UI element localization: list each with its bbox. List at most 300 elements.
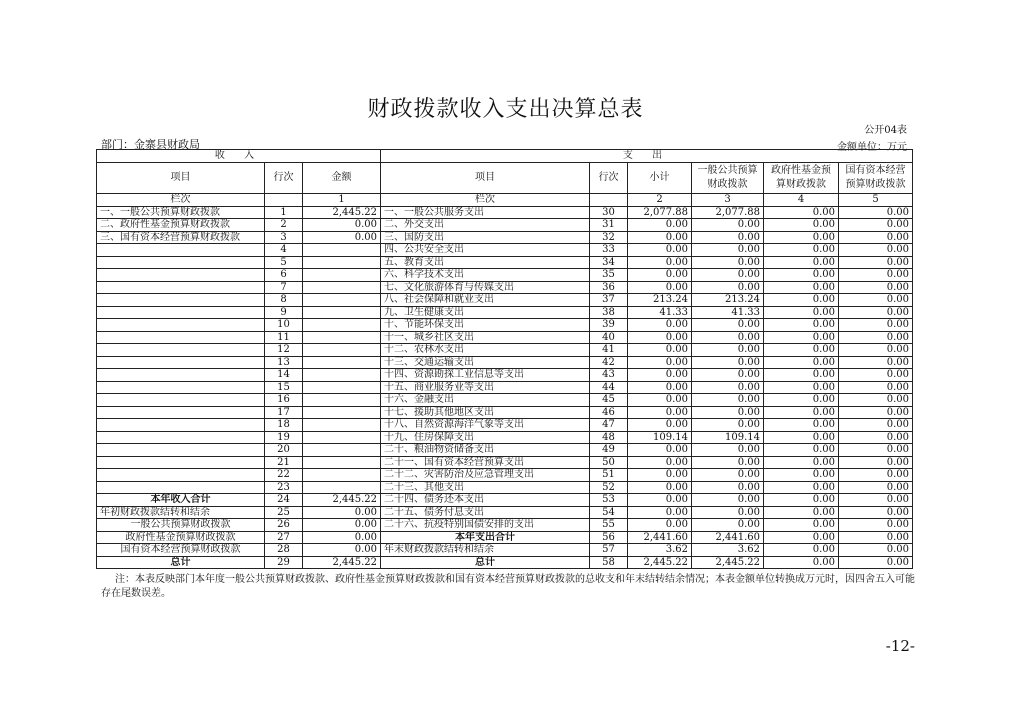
unit-label: 金额单位：万元 — [837, 142, 907, 153]
gov-fund-cell: 0.00 — [764, 519, 839, 532]
state-capital-cell: 0.00 — [839, 456, 913, 469]
subtotal-header: 小计 — [628, 163, 692, 194]
table-row — [97, 356, 913, 369]
gov-fund-cell: 0.00 — [764, 219, 839, 232]
general-budget-cell: 2,441.60 — [692, 531, 764, 544]
income-item-cell: 总计 — [97, 556, 265, 569]
income-amount-cell — [303, 381, 381, 394]
expense-rowno-cell: 39 — [590, 319, 628, 332]
column-index-label: 栏次 — [381, 194, 590, 207]
table-row — [97, 419, 913, 432]
general-budget-cell: 0.00 — [692, 281, 764, 294]
income-rowno-cell: 20 — [265, 444, 303, 457]
expense-rowno-cell: 46 — [590, 406, 628, 419]
income-rowno-cell: 28 — [265, 544, 303, 557]
income-amount-cell — [303, 394, 381, 407]
income-item-cell — [97, 444, 265, 457]
expense-item-cell: 二十一、国有资本经营预算支出 — [381, 456, 590, 469]
income-rowno-cell: 18 — [265, 419, 303, 432]
subtotal-cell: 2,445.22 — [628, 556, 692, 569]
state-capital-cell: 0.00 — [839, 519, 913, 532]
income-item-cell — [97, 244, 265, 257]
expense-item-cell: 十八、自然资源海洋气象等支出 — [381, 419, 590, 432]
expense-rowno-cell: 33 — [590, 244, 628, 257]
expense-item-cell: 十九、住房保障支出 — [381, 431, 590, 444]
income-rowno-cell: 8 — [265, 294, 303, 307]
expense-rowno-cell: 38 — [590, 306, 628, 319]
gov-fund-cell: 0.00 — [764, 206, 839, 219]
subtotal-cell: 0.00 — [628, 394, 692, 407]
income-amount-cell — [303, 269, 381, 282]
gov-fund-cell: 0.00 — [764, 344, 839, 357]
state-capital-cell: 0.00 — [839, 469, 913, 482]
gov-fund-cell: 0.00 — [764, 281, 839, 294]
subtotal-cell: 0.00 — [628, 319, 692, 332]
state-capital-cell: 0.00 — [839, 394, 913, 407]
income-item-cell — [97, 331, 265, 344]
page-number: -12- — [885, 637, 915, 655]
income-item-cell — [97, 431, 265, 444]
gov-fund-cell: 0.00 — [764, 456, 839, 469]
income-item-cell — [97, 319, 265, 332]
expense-item-cell: 十五、商业服务业等支出 — [381, 381, 590, 394]
expense-item-cell: 十七、援助其他地区支出 — [381, 406, 590, 419]
table-row — [97, 531, 913, 544]
expense-item-cell: 五、教育支出 — [381, 256, 590, 269]
state-capital-cell: 0.00 — [839, 481, 913, 494]
gov-fund-cell: 0.00 — [764, 319, 839, 332]
column-index-empty — [265, 194, 303, 207]
income-amount-cell — [303, 331, 381, 344]
subtotal-cell: 0.00 — [628, 244, 692, 257]
expense-item-cell: 二十五、债务付息支出 — [381, 506, 590, 519]
gov-fund-cell: 0.00 — [764, 294, 839, 307]
subtotal-cell: 0.00 — [628, 519, 692, 532]
expense-item-cell: 总计 — [381, 556, 590, 569]
expense-rowno-cell: 30 — [590, 206, 628, 219]
state-capital-cell: 0.00 — [839, 344, 913, 357]
table-row — [97, 281, 913, 294]
expense-item-cell: 二十六、抗疫特别国债安排的支出 — [381, 519, 590, 532]
column-index-empty — [590, 194, 628, 207]
gov-fund-cell: 0.00 — [764, 331, 839, 344]
expense-item-cell: 十、节能环保支出 — [381, 319, 590, 332]
expense-rowno-cell: 37 — [590, 294, 628, 307]
state-capital-cell: 0.00 — [839, 231, 913, 244]
subtotal-cell: 0.00 — [628, 456, 692, 469]
gov-fund-cell: 0.00 — [764, 494, 839, 507]
income-rowno-header: 行次 — [265, 163, 303, 194]
state-capital-cell: 0.00 — [839, 556, 913, 569]
general-budget-cell: 0.00 — [692, 469, 764, 482]
subtotal-cell: 0.00 — [628, 444, 692, 457]
expense-item-cell: 六、科学技术支出 — [381, 269, 590, 282]
table-row — [97, 294, 913, 307]
subtotal-cell: 0.00 — [628, 331, 692, 344]
gov-fund-cell: 0.00 — [764, 306, 839, 319]
table-row — [97, 469, 913, 482]
general-budget-header: 一般公共预算财政拨款 — [692, 163, 764, 194]
table-row — [97, 206, 913, 219]
income-amount-cell: 0.00 — [303, 519, 381, 532]
expense-rowno-cell: 36 — [590, 281, 628, 294]
general-budget-cell: 41.33 — [692, 306, 764, 319]
expense-rowno-cell: 43 — [590, 369, 628, 382]
income-amount-cell — [303, 419, 381, 432]
income-rowno-cell: 24 — [265, 494, 303, 507]
subtotal-cell: 0.00 — [628, 231, 692, 244]
income-item-cell — [97, 419, 265, 432]
column-index: 4 — [764, 194, 839, 207]
income-item-cell — [97, 256, 265, 269]
table-row — [97, 506, 913, 519]
state-capital-cell: 0.00 — [839, 381, 913, 394]
state-capital-cell: 0.00 — [839, 244, 913, 257]
general-budget-cell: 0.00 — [692, 344, 764, 357]
expense-rowno-cell: 54 — [590, 506, 628, 519]
expense-rowno-cell: 53 — [590, 494, 628, 507]
subtotal-cell: 0.00 — [628, 256, 692, 269]
subtotal-cell: 2,077.88 — [628, 206, 692, 219]
income-item-cell — [97, 344, 265, 357]
income-rowno-cell: 1 — [265, 206, 303, 219]
general-budget-cell: 0.00 — [692, 356, 764, 369]
gov-fund-cell: 0.00 — [764, 244, 839, 257]
expense-item-cell: 九、卫生健康支出 — [381, 306, 590, 319]
income-amount-cell — [303, 294, 381, 307]
subtotal-cell: 0.00 — [628, 381, 692, 394]
income-amount-cell — [303, 456, 381, 469]
state-capital-cell: 0.00 — [839, 406, 913, 419]
table-row — [97, 331, 913, 344]
subtotal-cell: 0.00 — [628, 406, 692, 419]
income-amount-cell: 0.00 — [303, 531, 381, 544]
gov-fund-cell: 0.00 — [764, 556, 839, 569]
table-row — [97, 319, 913, 332]
expense-item-cell: 年末财政拨款结转和结余 — [381, 544, 590, 557]
income-item-cell — [97, 469, 265, 482]
state-capital-cell: 0.00 — [839, 431, 913, 444]
expense-item-cell: 一、一般公共服务支出 — [381, 206, 590, 219]
subtotal-cell: 0.00 — [628, 281, 692, 294]
general-budget-cell: 0.00 — [692, 394, 764, 407]
expense-item-header: 项目 — [381, 163, 590, 194]
subtotal-cell: 109.14 — [628, 431, 692, 444]
expense-item-cell: 十三、交通运输支出 — [381, 356, 590, 369]
table-row — [97, 556, 913, 569]
state-capital-cell: 0.00 — [839, 444, 913, 457]
income-amount-cell — [303, 356, 381, 369]
income-item-cell: 年初财政拨款结转和结余 — [97, 506, 265, 519]
income-rowno-cell: 6 — [265, 269, 303, 282]
subtotal-cell: 0.00 — [628, 369, 692, 382]
income-amount-cell — [303, 481, 381, 494]
table-row — [97, 256, 913, 269]
income-rowno-cell: 26 — [265, 519, 303, 532]
gov-fund-cell: 0.00 — [764, 544, 839, 557]
state-capital-cell: 0.00 — [839, 206, 913, 219]
state-capital-cell: 0.00 — [839, 306, 913, 319]
gov-fund-cell: 0.00 — [764, 531, 839, 544]
gov-fund-cell: 0.00 — [764, 419, 839, 432]
income-amount-cell — [303, 431, 381, 444]
income-amount-cell: 0.00 — [303, 219, 381, 232]
gov-fund-cell: 0.00 — [764, 381, 839, 394]
table-row — [97, 406, 913, 419]
income-item-cell — [97, 381, 265, 394]
gov-fund-cell: 0.00 — [764, 469, 839, 482]
general-budget-cell: 0.00 — [692, 231, 764, 244]
income-amount-cell — [303, 344, 381, 357]
table-row — [97, 494, 913, 507]
table-row — [97, 269, 913, 282]
subtotal-cell: 0.00 — [628, 219, 692, 232]
table-row — [97, 544, 913, 557]
form-number: 公开04表 — [864, 125, 907, 136]
table-row — [97, 381, 913, 394]
income-amount-cell: 0.00 — [303, 231, 381, 244]
general-budget-cell: 0.00 — [692, 369, 764, 382]
expense-item-cell: 十二、农林水支出 — [381, 344, 590, 357]
table-row — [97, 394, 913, 407]
department-label: 部门：金寨县财政局 — [101, 138, 200, 151]
table-row — [97, 344, 913, 357]
income-item-cell: 一、一般公共预算财政拨款 — [97, 206, 265, 219]
expense-rowno-header: 行次 — [590, 163, 628, 194]
table-row — [97, 219, 913, 232]
column-index: 3 — [692, 194, 764, 207]
income-rowno-cell: 7 — [265, 281, 303, 294]
column-index: 5 — [839, 194, 913, 207]
gov-fund-cell: 0.00 — [764, 256, 839, 269]
state-capital-cell: 0.00 — [839, 269, 913, 282]
subtotal-cell: 2,441.60 — [628, 531, 692, 544]
income-item-cell: 国有资本经营预算财政拨款 — [97, 544, 265, 557]
table-row — [97, 231, 913, 244]
income-item-cell — [97, 306, 265, 319]
expense-item-cell: 七、文化旅游体育与传媒支出 — [381, 281, 590, 294]
gov-fund-cell: 0.00 — [764, 356, 839, 369]
subtotal-cell: 41.33 — [628, 306, 692, 319]
income-item-cell: 政府性基金预算财政拨款 — [97, 531, 265, 544]
table-row — [97, 519, 913, 532]
income-rowno-cell: 10 — [265, 319, 303, 332]
income-item-cell: 一般公共预算财政拨款 — [97, 519, 265, 532]
state-capital-cell: 0.00 — [839, 356, 913, 369]
expense-rowno-cell: 45 — [590, 394, 628, 407]
general-budget-cell: 213.24 — [692, 294, 764, 307]
gov-fund-cell: 0.00 — [764, 406, 839, 419]
subtotal-cell: 0.00 — [628, 419, 692, 432]
table-row — [97, 244, 913, 257]
income-amount-cell: 2,445.22 — [303, 494, 381, 507]
income-rowno-cell: 14 — [265, 369, 303, 382]
income-item-cell: 二、政府性基金预算财政拨款 — [97, 219, 265, 232]
general-budget-cell: 0.00 — [692, 244, 764, 257]
expense-rowno-cell: 44 — [590, 381, 628, 394]
income-rowno-cell: 11 — [265, 331, 303, 344]
expense-rowno-cell: 51 — [590, 469, 628, 482]
income-item-cell — [97, 456, 265, 469]
expense-rowno-cell: 47 — [590, 419, 628, 432]
income-rowno-cell: 16 — [265, 394, 303, 407]
income-rowno-cell: 4 — [265, 244, 303, 257]
expense-rowno-cell: 57 — [590, 544, 628, 557]
expense-rowno-cell: 34 — [590, 256, 628, 269]
footnote: 注：本表反映部门本年度一般公共预算财政拨款、政府性基金预算财政拨款和国有资本经营预算财政拨款的总收支和年末结转结余情况；本表金额单位转换成万元时，因四舍五入可能存在尾数误差。 — [101, 574, 915, 599]
table-row — [97, 481, 913, 494]
general-budget-cell: 0.00 — [692, 319, 764, 332]
gov-fund-header: 政府性基金预算财政拨款 — [764, 163, 839, 194]
subtotal-cell: 0.00 — [628, 506, 692, 519]
state-capital-cell: 0.00 — [839, 331, 913, 344]
table-row — [97, 456, 913, 469]
general-budget-cell: 0.00 — [692, 519, 764, 532]
income-amount-cell: 0.00 — [303, 506, 381, 519]
income-amount-cell: 0.00 — [303, 544, 381, 557]
income-rowno-cell: 12 — [265, 344, 303, 357]
state-capital-cell: 0.00 — [839, 531, 913, 544]
expense-item-cell: 二十二、灾害防治及应急管理支出 — [381, 469, 590, 482]
gov-fund-cell: 0.00 — [764, 444, 839, 457]
general-budget-cell: 0.00 — [692, 269, 764, 282]
expense-rowno-cell: 42 — [590, 356, 628, 369]
income-rowno-cell: 25 — [265, 506, 303, 519]
table-row — [97, 444, 913, 457]
budget-summary-table — [96, 149, 913, 569]
expense-header: 支 出 — [381, 150, 913, 163]
state-capital-cell: 0.00 — [839, 506, 913, 519]
state-capital-cell: 0.00 — [839, 281, 913, 294]
state-capital-cell: 0.00 — [839, 544, 913, 557]
table-row — [97, 369, 913, 382]
expense-rowno-cell: 58 — [590, 556, 628, 569]
expense-item-cell: 三、国防支出 — [381, 231, 590, 244]
state-capital-cell: 0.00 — [839, 369, 913, 382]
column-index: 2 — [628, 194, 692, 207]
income-rowno-cell: 9 — [265, 306, 303, 319]
general-budget-cell: 0.00 — [692, 256, 764, 269]
state-capital-header: 国有资本经营预算财政拨款 — [839, 163, 913, 194]
income-item-cell — [97, 269, 265, 282]
subtotal-cell: 0.00 — [628, 269, 692, 282]
general-budget-cell: 0.00 — [692, 406, 764, 419]
general-budget-cell: 0.00 — [692, 381, 764, 394]
income-amount-cell — [303, 319, 381, 332]
income-rowno-cell: 27 — [265, 531, 303, 544]
expense-item-cell: 二十四、债务还本支出 — [381, 494, 590, 507]
income-header: 收 入 — [97, 150, 381, 163]
gov-fund-cell: 0.00 — [764, 231, 839, 244]
general-budget-cell: 0.00 — [692, 456, 764, 469]
income-amount-cell — [303, 444, 381, 457]
income-item-cell — [97, 406, 265, 419]
general-budget-cell: 0.00 — [692, 494, 764, 507]
expense-item-cell: 二、外交支出 — [381, 219, 590, 232]
expense-item-cell: 二十、粮油物资储备支出 — [381, 444, 590, 457]
general-budget-cell: 2,445.22 — [692, 556, 764, 569]
expense-rowno-cell: 31 — [590, 219, 628, 232]
income-rowno-cell: 17 — [265, 406, 303, 419]
expense-rowno-cell: 55 — [590, 519, 628, 532]
state-capital-cell: 0.00 — [839, 256, 913, 269]
gov-fund-cell: 0.00 — [764, 481, 839, 494]
general-budget-cell: 0.00 — [692, 219, 764, 232]
expense-item-cell: 十四、资源勘探工业信息等支出 — [381, 369, 590, 382]
expense-rowno-cell: 48 — [590, 431, 628, 444]
expense-rowno-cell: 35 — [590, 269, 628, 282]
income-amount-cell — [303, 244, 381, 257]
income-amount-cell: 2,445.22 — [303, 206, 381, 219]
state-capital-cell: 0.00 — [839, 494, 913, 507]
income-item-cell: 三、国有资本经营预算财政拨款 — [97, 231, 265, 244]
income-amount-cell — [303, 406, 381, 419]
expense-rowno-cell: 40 — [590, 331, 628, 344]
income-rowno-cell: 3 — [265, 231, 303, 244]
income-amount-header: 金额 — [303, 163, 381, 194]
expense-item-cell: 本年支出合计 — [381, 531, 590, 544]
income-rowno-cell: 19 — [265, 431, 303, 444]
subtotal-cell: 0.00 — [628, 481, 692, 494]
expense-rowno-cell: 49 — [590, 444, 628, 457]
subtotal-cell: 213.24 — [628, 294, 692, 307]
income-amount-cell — [303, 256, 381, 269]
column-index: 1 — [303, 194, 381, 207]
income-rowno-cell: 29 — [265, 556, 303, 569]
income-amount-cell — [303, 306, 381, 319]
income-rowno-cell: 13 — [265, 356, 303, 369]
page-title: 财政拨款收入支出决算总表 — [367, 97, 644, 122]
state-capital-cell: 0.00 — [839, 219, 913, 232]
subtotal-cell: 0.00 — [628, 356, 692, 369]
income-item-header: 项目 — [97, 163, 265, 194]
expense-item-cell: 二十三、其他支出 — [381, 481, 590, 494]
general-budget-cell: 0.00 — [692, 481, 764, 494]
subtotal-cell: 0.00 — [628, 344, 692, 357]
income-amount-cell: 2,445.22 — [303, 556, 381, 569]
income-item-cell — [97, 356, 265, 369]
income-rowno-cell: 23 — [265, 481, 303, 494]
gov-fund-cell: 0.00 — [764, 431, 839, 444]
expense-rowno-cell: 52 — [590, 481, 628, 494]
general-budget-cell: 0.00 — [692, 419, 764, 432]
gov-fund-cell: 0.00 — [764, 394, 839, 407]
state-capital-cell: 0.00 — [839, 419, 913, 432]
income-item-cell — [97, 394, 265, 407]
subtotal-cell: 0.00 — [628, 494, 692, 507]
income-rowno-cell: 2 — [265, 219, 303, 232]
general-budget-cell: 0.00 — [692, 444, 764, 457]
income-item-cell — [97, 369, 265, 382]
income-amount-cell — [303, 369, 381, 382]
state-capital-cell: 0.00 — [839, 294, 913, 307]
expense-item-cell: 十六、金融支出 — [381, 394, 590, 407]
income-amount-cell — [303, 469, 381, 482]
expense-rowno-cell: 32 — [590, 231, 628, 244]
expense-rowno-cell: 50 — [590, 456, 628, 469]
income-item-cell — [97, 481, 265, 494]
general-budget-cell: 0.00 — [692, 331, 764, 344]
subtotal-cell: 0.00 — [628, 469, 692, 482]
general-budget-cell: 3.62 — [692, 544, 764, 557]
expense-item-cell: 四、公共安全支出 — [381, 244, 590, 257]
general-budget-cell: 2,077.88 — [692, 206, 764, 219]
table-row — [97, 431, 913, 444]
gov-fund-cell: 0.00 — [764, 369, 839, 382]
income-rowno-cell: 21 — [265, 456, 303, 469]
subtotal-cell: 3.62 — [628, 544, 692, 557]
general-budget-cell: 109.14 — [692, 431, 764, 444]
